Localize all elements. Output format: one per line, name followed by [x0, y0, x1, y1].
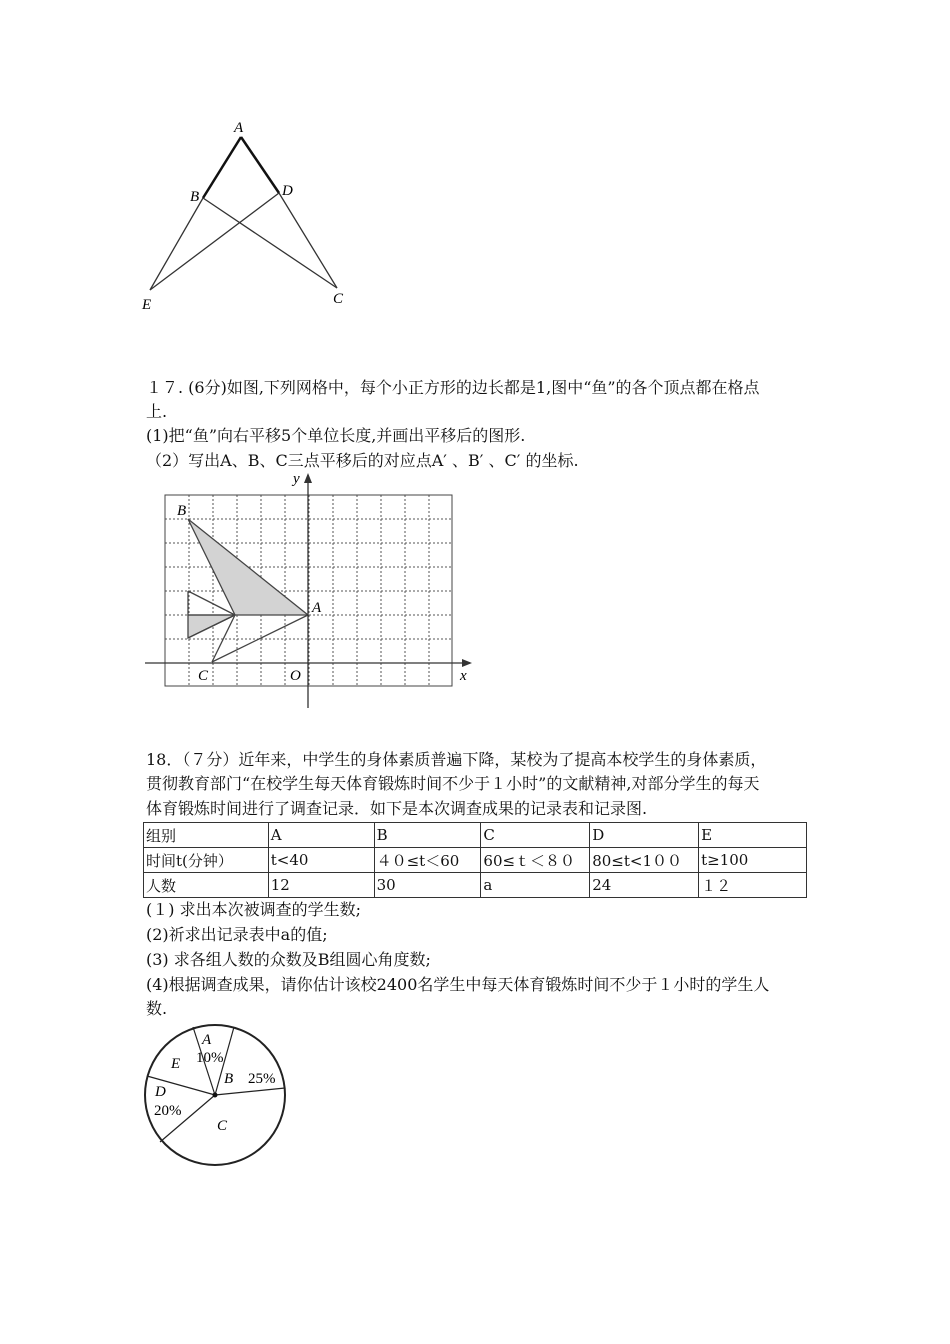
- label-A: A: [234, 120, 244, 136]
- table-cell: B: [374, 823, 481, 848]
- q18-sub2: (2)祈求出记录表中a的值;: [146, 925, 328, 944]
- table-cell: a: [481, 873, 590, 898]
- pie-label-A: A: [202, 1032, 212, 1048]
- point-A-label: A: [312, 600, 322, 616]
- table-row: [144, 823, 807, 848]
- table-cell: 60≤ｔ＜８０: [481, 848, 590, 873]
- triangle-figure: [130, 115, 370, 320]
- pie-pct-D: 20%: [154, 1103, 182, 1119]
- pie-label-B: B: [224, 1071, 234, 1087]
- label-D: D: [282, 183, 293, 199]
- table-cell: 组别: [144, 823, 269, 848]
- q18-sub4a: (4)根据调查成果，请你估计该校2400名学生中每天体育锻炼时间不少于１小时的学生人: [146, 975, 770, 994]
- q17-line1: １７. (6分)如图,下列网格中，每个小正方形的边长都是1,图中“鱼”的各个顶点都在格点: [146, 378, 760, 397]
- q18-sub1: (１) 求出本次被调查的学生数;: [146, 900, 361, 919]
- q18-sub4b: 数.: [146, 999, 168, 1018]
- pie-pct-A: 10%: [196, 1050, 224, 1066]
- label-C: C: [333, 291, 344, 307]
- table-cell: t≥100: [699, 848, 807, 873]
- q18-line3: 体育锻炼时间进行了调查记录．如下是本次调查成果的记录表和记录图.: [146, 799, 648, 818]
- point-B-label: B: [177, 503, 187, 519]
- table-cell: 时间t(分钟）: [144, 848, 269, 873]
- table-cell: 人数: [144, 873, 269, 898]
- table-cell: 24: [590, 873, 699, 898]
- table-cell: １２: [699, 873, 807, 898]
- origin-label: O: [290, 668, 301, 684]
- q18-sub3: (3) 求各组人数的众数及B组圆心角度数;: [146, 950, 431, 969]
- q18-line2: 贯彻教育部门“在校学生每天体育锻炼时间不少于１小时”的文献精神,对部分学生的每天: [146, 774, 760, 793]
- q17-line3: (1)把“鱼”向右平移5个单位长度,并画出平移后的图形.: [146, 426, 526, 445]
- table-cell: 12: [268, 873, 374, 898]
- pie-label-D: D: [155, 1084, 166, 1100]
- y-axis-label: y: [293, 471, 300, 487]
- table-cell: 30: [374, 873, 481, 898]
- table-cell: E: [699, 823, 807, 848]
- pie-pct-B: 25%: [248, 1071, 276, 1087]
- table-cell: 80≤t<1００: [590, 848, 699, 873]
- table-cell: C: [481, 823, 590, 848]
- table-cell: ４０≤t＜60: [374, 848, 481, 873]
- pie-label-C: C: [217, 1118, 228, 1134]
- point-C-label: C: [198, 668, 209, 684]
- pie-chart: [140, 1018, 300, 1168]
- q17-line4: （2）写出A、B、C三点平移后的对应点A′ 、B′ 、C′ 的坐标.: [146, 451, 579, 470]
- table-row: [144, 873, 807, 898]
- q17-line2: 上.: [146, 402, 168, 421]
- pie-label-E: E: [171, 1056, 181, 1072]
- table-cell: A: [268, 823, 374, 848]
- q18-line1: 18．（７分）近年来，中学生的身体素质普遍下降，某校为了提高本校学生的身体素质，: [146, 750, 767, 769]
- record-table: [143, 822, 807, 898]
- label-E: E: [142, 297, 152, 313]
- table-cell: t<40: [268, 848, 374, 873]
- table-row: [144, 848, 807, 873]
- label-B: B: [190, 189, 200, 205]
- fish-grid-figure: [140, 470, 480, 715]
- table-cell: D: [590, 823, 699, 848]
- x-axis-label: x: [460, 668, 467, 684]
